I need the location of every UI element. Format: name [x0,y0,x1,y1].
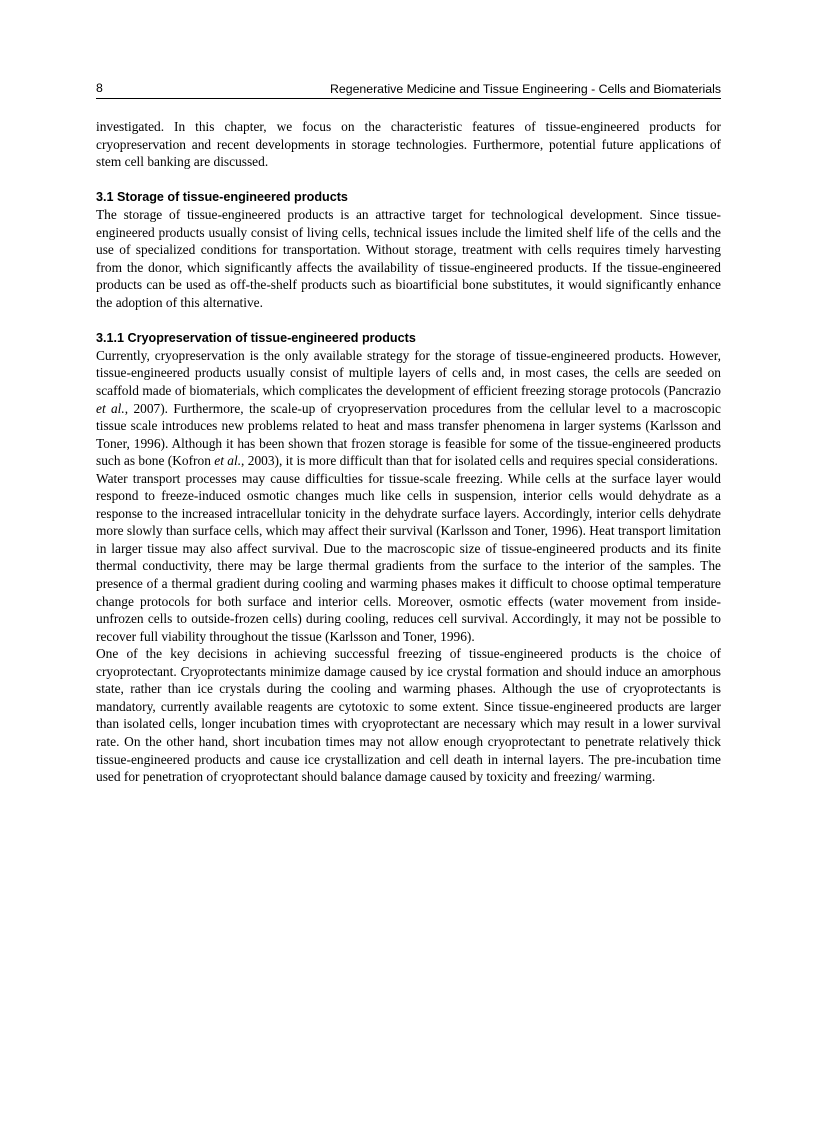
section-3-1-1-paragraph-1 [96,347,721,470]
text-run: , 2007). Furthermore, the scale-up of cryopreservation procedures from the cellular level to a macroscopic tissue scale introduces new problems related to heat and mass transfer phenomena in larger systems (Karlsson and Toner, 1996). Although it has been shown that frozen storage is feasible for some of the tissue-engineered products such as bone (Kofron [96,400,721,469]
intro-paragraph: investigated. In this chapter, we focus on the characteristic features of tissue-engineered products for cryopreservation and recent developments in storage technologies. Furthermore, potential future applications of stem cell banking are discussed. [96,119,721,170]
citation-et-al: et al. [96,400,125,416]
section-heading-3-1-1: 3.1.1 Cryopreservation of tissue-engineered products [96,330,416,345]
text-run: Currently, cryopreservation is the only available strategy for the storage of tissue-engineered products. However, tissue-engineered products usually consist of multiple layers of cells and, in most cases, the cells are seeded on scaffold made of biomaterials, which complicates the development of efficient freezing storage protocols (Pancrazio [96,347,721,399]
running-title: Regenerative Medicine and Tissue Engineering - Cells and Biomaterials [330,82,721,96]
page-number: 8 [96,81,103,95]
running-header [96,80,721,99]
section-3-1-1-paragraph-3: One of the key decisions in achieving successful freezing of tissue-engineered products is the choice of cryoprotectant. Cryoprotectants minimize damage caused by ice crystal formation and should induce an amorphous state, rather than ice crystals during the cooling and warming phases. Although the use of cryoprotectants is mandatory, currently available reagents are cytotoxic to some extent. Since tissue-engineered products are larger than isolated cells, longer incubation times with cryoprotectant are necessary which may result in a lower survival rate. On the other hand, short incubation times may not allow enough cryoprotectant to penetrate relatively thick tissue-engineered products and cause ice crystallization and cell death in internal layers. The pre-incubation time used for penetration of cryoprotectant should balance damage caused by toxicity and freezing/ warming. [96,646,721,785]
body-text [96,118,721,786]
text-run: , 2003), it is more difficult than that for isolated cells and requires special considerations. [241,453,718,469]
section-3-1-1-paragraph-2: Water transport processes may cause difficulties for tissue-scale freezing. While cells at the surface layer would respond to freeze-induced osmotic changes much like cells in suspension, interior cells would dehydrate as a response to the increased intracellular tonicity in the dehydrate surface layers. Accordingly, interior cells dehydrate more slowly than surface cells, which may affect their survival (Karlsson and Toner, 1996). Heat transport limitation in larger tissue may also affect survival. Due to the macroscopic size of tissue-engineered products and its finite thermal conductivity, there may be large thermal gradients from the surface to the interior of the samples. The presence of a thermal gradient during cooling and warming phases makes it difficult to choose optimal temperature change protocols for both surface and interior cells. Moreover, osmotic effects (water movement from inside-unfrozen cells to outside-frozen cells) during cooling, reduces cell survival. Accordingly, it may not be possible to recover full viability throughout the tissue (Karlsson and Toner, 1996). [96,470,721,644]
section-heading-3-1: 3.1 Storage of tissue-engineered products [96,190,348,205]
section-3-1-paragraph: The storage of tissue-engineered products is an attractive target for technological development. Since tissue-engineered products usually consist of living cells, technical issues include the limited shelf life of the cells and the use of specialized conditions for transportation. Without storage, treatment with cells requires timely harvesting from the donor, which significantly affects the availability of tissue-engineered products. If the tissue-engineered products can be used as off-the-shelf products such as bioartificial bone substitutes, it would significantly enhance the adoption of this alternative. [96,207,721,310]
citation-et-al: et al. [214,453,242,469]
